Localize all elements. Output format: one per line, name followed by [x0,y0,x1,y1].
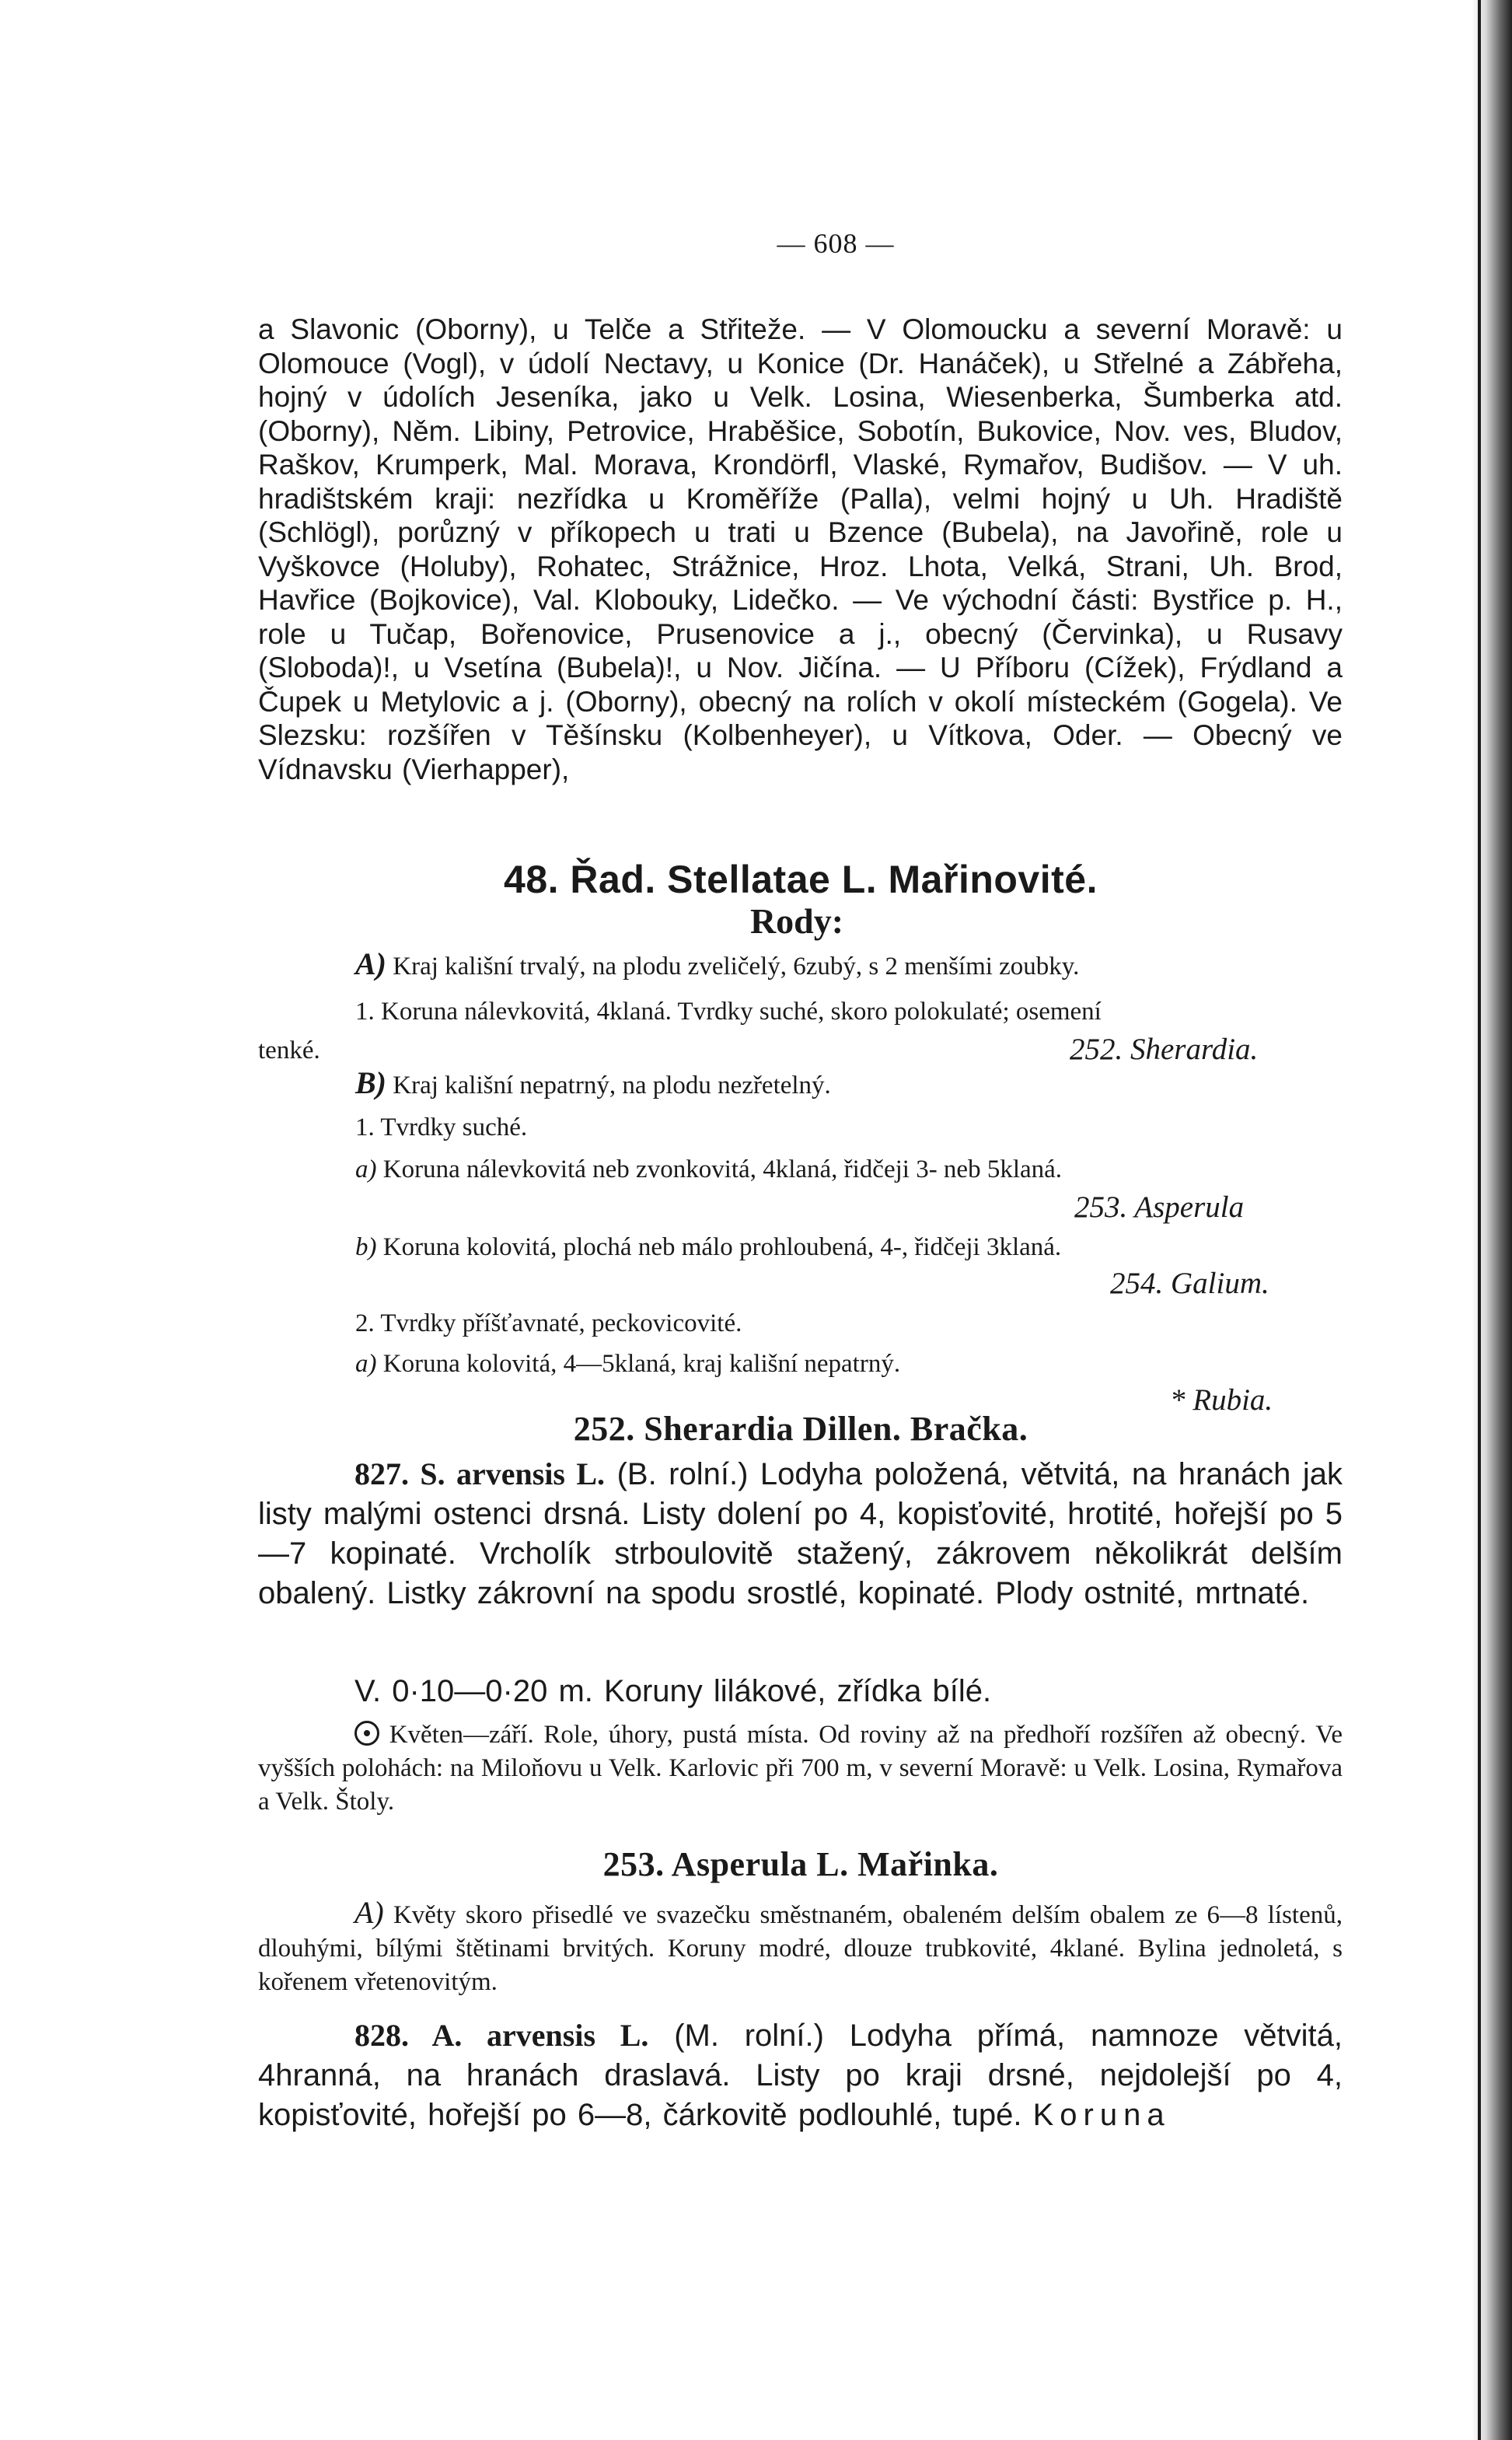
key-taxon-rubia: * Rubia. [1170,1383,1273,1417]
species-827-description [258,1454,1343,1613]
key-b [355,1232,1061,1263]
key-label-A: A) [355,946,386,981]
asperula-key-text: Květy skoro přisedlé ve svazečku směstnaném, obaleném delším obalem ze 6—8 lístenů, dlouhými, bílými štětinami brvitých. Koruny modré, dlouze trubkovité, 4klané. Bylina jednoletá, s kořenem vřetenovitým. [258,1901,1343,1996]
key-taxon-sherardia: 252. Sherardia. [1070,1033,1259,1066]
annual-symbol-icon [354,1721,379,1746]
key-label-B: B) [355,1065,386,1100]
key-taxon-asperula: 253. Asperula [1074,1190,1245,1224]
species-828-name: 828. A. arvensis L. [354,2018,649,2053]
key-A [355,946,1080,982]
key-taxon-galium: 254. Galium. [1110,1267,1269,1300]
key-a2 [355,1348,900,1379]
asperula-key-label: A) [354,1895,384,1930]
key-text-b: Koruna kolovitá, plochá neb málo prohloubená, 4-, řidčeji 3klaná. [382,1233,1062,1261]
species-827-text: Lodyha položená, větvitá, na hranách jak listy malými ostenci drsná. Listy dolení po 4, kopisťovité, hrotité, hořejší po 5—7 kopinaté. Vrcholík strboulovitě stažený, zákrovem několikrát delším obalený. Listky zákrovní na spodu srostlé, kopinaté. Plody ostnité, mrtnaté. [258,1457,1343,1610]
key-B [355,1065,831,1101]
species-827-name: 827. S. arvensis L. [354,1456,606,1491]
species-828-trailing: Koruna [1032,2098,1171,2132]
key-text-B: Kraj kališní nepatrný, na plodu nezřetelný. [393,1071,831,1099]
key-a [355,1154,1062,1185]
key-text-A1: 1. Koruna nálevkovitá, 4klaná. Tvrdky suché, skoro polokulaté; osemení [355,998,1102,1026]
intro-paragraph: a Slavonic (Oborny), u Telče a Střiteže. — V Olomoucku a severní Moravě: u Olomouce (Vogl), v údolí Nectavy, u Konice (Dr. Hanáček), u Střelné a Zábřeha, hojný v údolích Jeseníka, jako u Velk. Losina, Wiesenberka, Šumberka atd. (Oborny), Něm. Libiny, Petrovice, Hraběšice, Sobotín, Bukovice, Nov. ves, Bludov, Raškov, Krumperk, Mal. Morava, Krondörfl, Vlaské, Rymařov, Budišov. — V uh. hradištském kraji: nezřídka u Kroměříže (Palla), velmi hojný u Uh. Hradiště (Schlögl), porůzný v příkopech u trati u Bzence (Bubela), na Javořině, role u Vyškovce (Holuby), Rohatec, Strážnice, Hroz. Lhota, Velká, Strani, Uh. Brod, Havřice (Bojkovice), Val. Klobouky, Lidečko. — Ve východní části: Bystřice p. H., role u Tučap, Bořenovice, Prusenovice a j., obecný (Červinka), u Rusavy (Sloboda)!, u Vsetína (Bubela)!, u Nov. Jičína. — U Příboru (Cížek), Frýdland a Čupek u Metylovic a j. (Oborny), obecný na rolích v okolí místeckém (Gogela). Ve Slezsku: rozšířen v Těšínsku (Kolbenheyer), u Vítkova, Oder. — Obecný ve Vídnavsku (Vierhapper), [258,313,1343,785]
key-B1: 1. Tvrdky suché. [355,1113,528,1141]
key-A1 [355,996,1102,1027]
species-827-common: (B. rolní.) [616,1457,749,1491]
key-text-a2: Koruna kolovitá, 4—5klaná, kraj kališní nepatrný. [382,1350,901,1378]
species-827-habitat [258,1718,1343,1819]
key-A1-cont: tenké. [258,1036,320,1064]
key-text-A: Kraj kališní trvalý, na plodu zveličelý, 6zubý, s 2 menšími zoubky. [393,953,1080,981]
genus-heading-sherardia: 252. Sherardia Dillen. Bračka. [573,1410,1028,1448]
species-827-flower-line: V. 0·10—0·20 m. Koruny lilákové, zřídka bílé. [354,1674,992,1708]
key-B2: 2. Tvrdky příšťavnaté, peckovicovité. [355,1309,742,1337]
species-827-habitat-text: Květen—září. Role, úhory, pustá místa. Od roviny až na předhoří rozšířen až obecný. Ve vyšších polohách: na Miloňovu u Velk. Karlovic při 700 m, v severní Moravě: u Velk. Losina, Rymařova a Velk. Štoly. [258,1721,1343,1816]
key-label-b: b) [355,1233,377,1261]
key-text-a: Koruna nálevkovitá neb zvonkovitá, 4klaná, řidčeji 3- neb 5klaná. [382,1155,1063,1183]
page-edge-line [1478,0,1481,2440]
species-828-common: (M. rolní.) [674,2019,824,2053]
asperula-key-A [258,1896,1343,1999]
rody-heading: Rody: [749,901,844,941]
species-828-description [258,2015,1343,2135]
species-828-text: Lodyha přímá, namnoze větvitá, 4hranná, na hranách draslavá. Listy po kraji drsné, nejdolejší po 4, kopisťovité, hořejší po 6—8, čárkovitě podlouhlé, tupé. [258,2019,1343,2132]
section-title: 48. Řad. Stellatae L. Mařinovité. [504,858,1098,901]
page-number: — 608 — [777,228,895,259]
genus-heading-asperula: 253. Asperula L. Mařinka. [602,1845,999,1883]
key-label-a: a) [355,1155,377,1183]
key-label-a2: a) [355,1350,377,1378]
